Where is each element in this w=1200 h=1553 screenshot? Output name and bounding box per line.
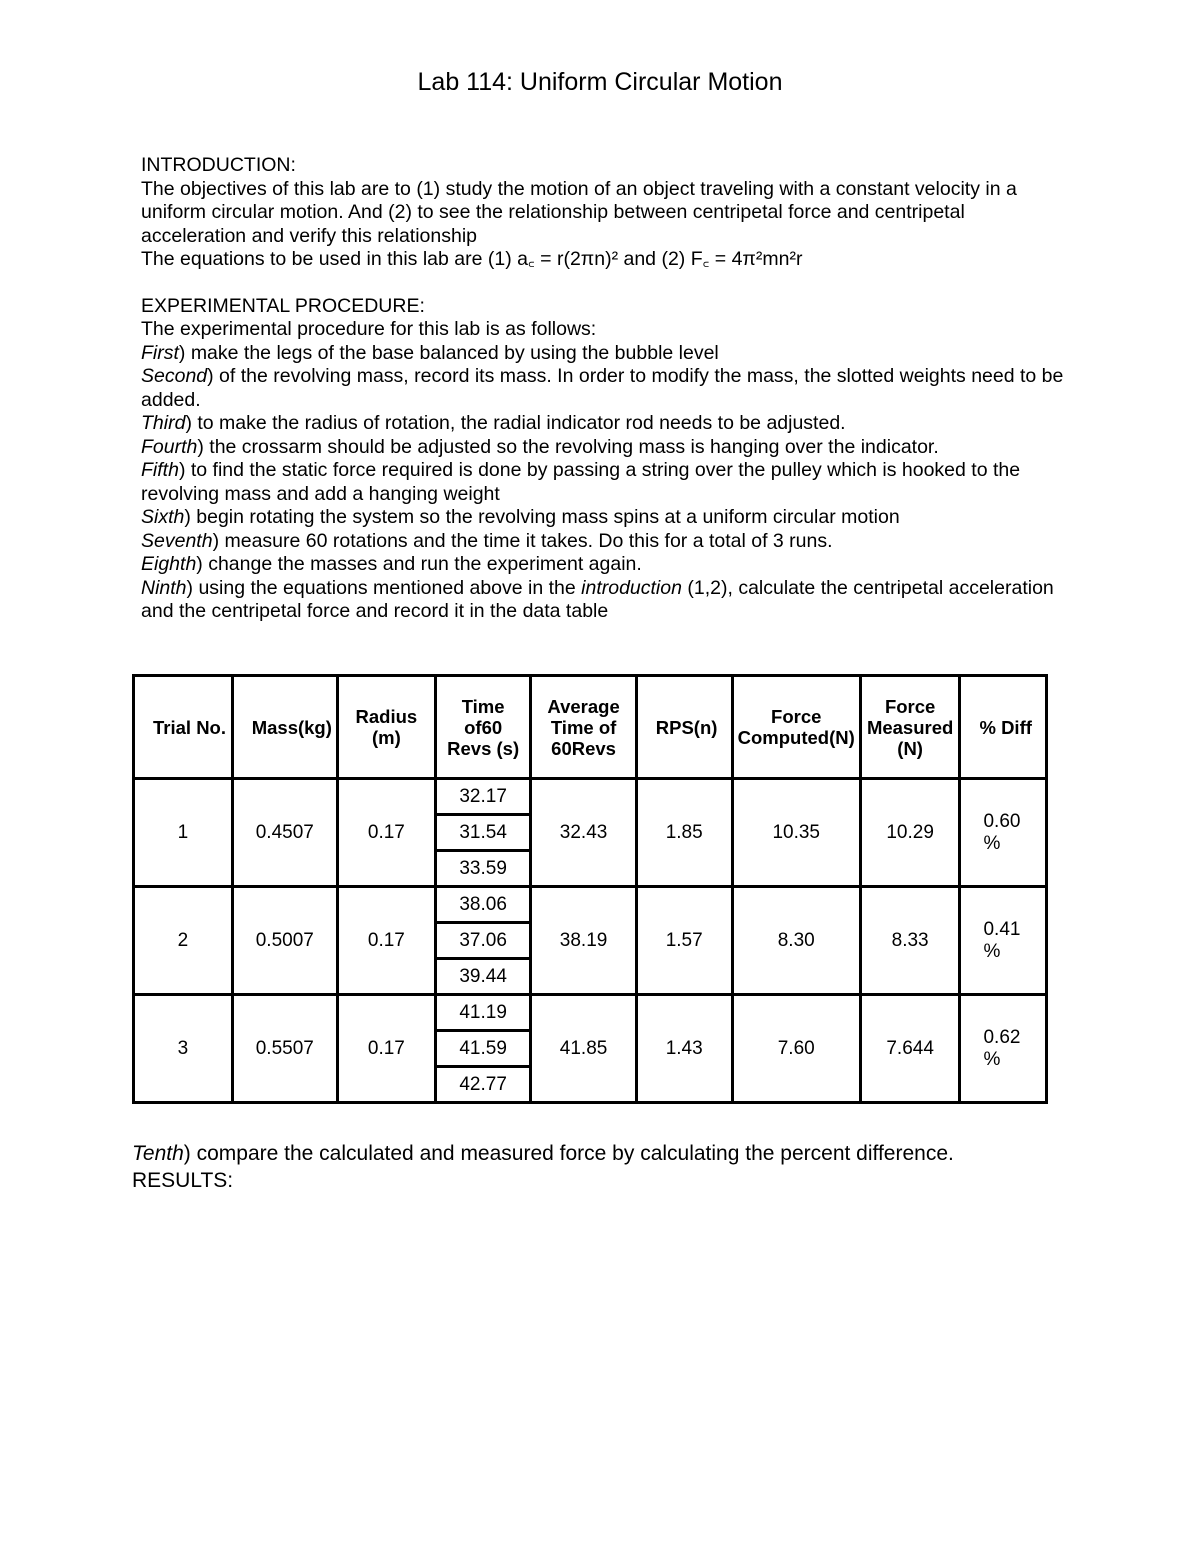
introduction-reference: introduction [581,576,682,599]
average-time-cell: 32.43 [531,779,636,887]
intro-objectives: The objectives of this lab are to (1) study the motion of an object traveling with a constant velocity in a uniform circular motion. And (2) to see the relationship between centripetal force and centripetal acceleration and verify this relationship [141,177,1017,247]
column-header: Trial No. [134,676,233,779]
force-measured-cell: 10.29 [860,779,960,887]
force-measured-cell: 8.33 [860,887,960,995]
procedure-step [141,530,1071,554]
rps-cell: 1.57 [636,887,732,995]
column-header: Time of60 Revs (s) [435,676,531,779]
force-computed-cell: 7.60 [732,995,860,1103]
mass-cell: 0.4507 [232,779,337,887]
column-header: Force Measured (N) [860,676,960,779]
table-row [134,779,1047,815]
percent-diff-cell: 0.41 % [960,887,1047,995]
step-label: Tenth [132,1142,184,1165]
results-heading: RESULTS: [132,1169,234,1192]
table-row [134,887,1047,923]
procedure-step-ninth [141,577,1071,624]
column-header: Mass(kg) [232,676,337,779]
force-measured-cell: 7.644 [860,995,960,1103]
procedure-step [141,506,1071,530]
table-row [134,995,1047,1031]
step-label: Fourth [141,435,198,458]
step-label: Seventh [141,529,213,552]
column-header: Force Computed(N) [732,676,860,779]
procedure-step [141,412,1071,436]
trial-cell: 1 [134,779,233,887]
step-text: ) to make the radius of rotation, the radial indicator rod needs to be adjusted. [185,412,846,434]
closing-text [132,1140,1072,1194]
procedure-lead: The experimental procedure for this lab is as follows: [141,318,597,340]
time-cell: 41.59 [435,1031,531,1067]
time-cell: 38.06 [435,887,531,923]
page-title: Lab 114: Uniform Circular Motion [417,68,783,96]
time-cell: 31.54 [435,815,531,851]
step-label: Sixth [141,506,185,528]
body-text [141,154,1071,624]
rps-cell: 1.85 [636,779,732,887]
force-computed-cell: 10.35 [732,779,860,887]
radius-cell: 0.17 [337,887,435,995]
procedure-step [141,459,1071,506]
mass-cell: 0.5507 [232,995,337,1103]
procedure-step [141,436,1071,460]
procedure-heading: EXPERIMENTAL PROCEDURE: [141,294,425,317]
data-table [132,674,1048,1104]
procedure-step-tenth [132,1140,1072,1167]
procedure-step [141,342,1071,366]
step-text: ) of the revolving mass, record its mass. In order to modify the mass, the slotted weights need to be added. [141,365,1064,411]
step-text: (1,2), calculate the centripetal acceleration and the centripetal force and record it in the data table [141,576,1054,622]
time-cell: 33.59 [435,851,531,887]
procedure-step [141,365,1071,412]
time-cell: 39.44 [435,959,531,995]
column-header: Average Time of 60Revs [531,676,636,779]
step-text: ) to find the static force required is done by passing a string over the pulley which is hooked to the revolving mass and add a hanging weight [141,459,1021,505]
step-label: Ninth [141,576,187,599]
time-cell: 42.77 [435,1067,531,1103]
column-header: RPS(n) [636,676,732,779]
radius-cell: 0.17 [337,995,435,1103]
trial-cell: 3 [134,995,233,1103]
procedure-steps [141,342,1071,577]
intro-equations: The equations to be used in this lab are (1) a꜀ = r(2πn)² and (2) F꜀ = 4π²mn²r [141,248,803,270]
step-text: ) begin rotating the system so the revolving mass spins at a uniform circular motion [184,506,900,528]
step-label: Third [141,412,186,434]
time-cell: 37.06 [435,923,531,959]
step-text: ) using the equations mentioned above in the [186,576,582,599]
intro-heading: INTRODUCTION: [141,154,296,176]
step-text: ) change the masses and run the experiment again. [196,553,642,575]
average-time-cell: 41.85 [531,995,636,1103]
step-label: Second [141,365,208,387]
step-label: First [141,341,179,364]
step-text: ) the crossarm should be adjusted so the revolving mass is hanging over the indicator. [197,435,939,458]
rps-cell: 1.43 [636,995,732,1103]
force-computed-cell: 8.30 [732,887,860,995]
time-cell: 32.17 [435,779,531,815]
trial-cell: 2 [134,887,233,995]
percent-diff-cell: 0.60 % [960,779,1047,887]
mass-cell: 0.5007 [232,887,337,995]
column-header: % Diff [960,676,1047,779]
percent-diff-cell: 0.62 % [960,995,1047,1103]
step-label: Eighth [141,553,197,575]
step-text: ) make the legs of the base balanced by using the bubble level [178,341,719,364]
radius-cell: 0.17 [337,779,435,887]
procedure-step [141,553,1071,577]
step-label: Fifth [141,459,179,481]
step-text: ) compare the calculated and measured force by calculating the percent difference. [183,1142,954,1165]
time-cell: 41.19 [435,995,531,1031]
column-header: Radius (m) [337,676,435,779]
average-time-cell: 38.19 [531,887,636,995]
table-header-row [134,676,1047,779]
step-text: ) measure 60 rotations and the time it takes. Do this for a total of 3 runs. [212,529,833,552]
